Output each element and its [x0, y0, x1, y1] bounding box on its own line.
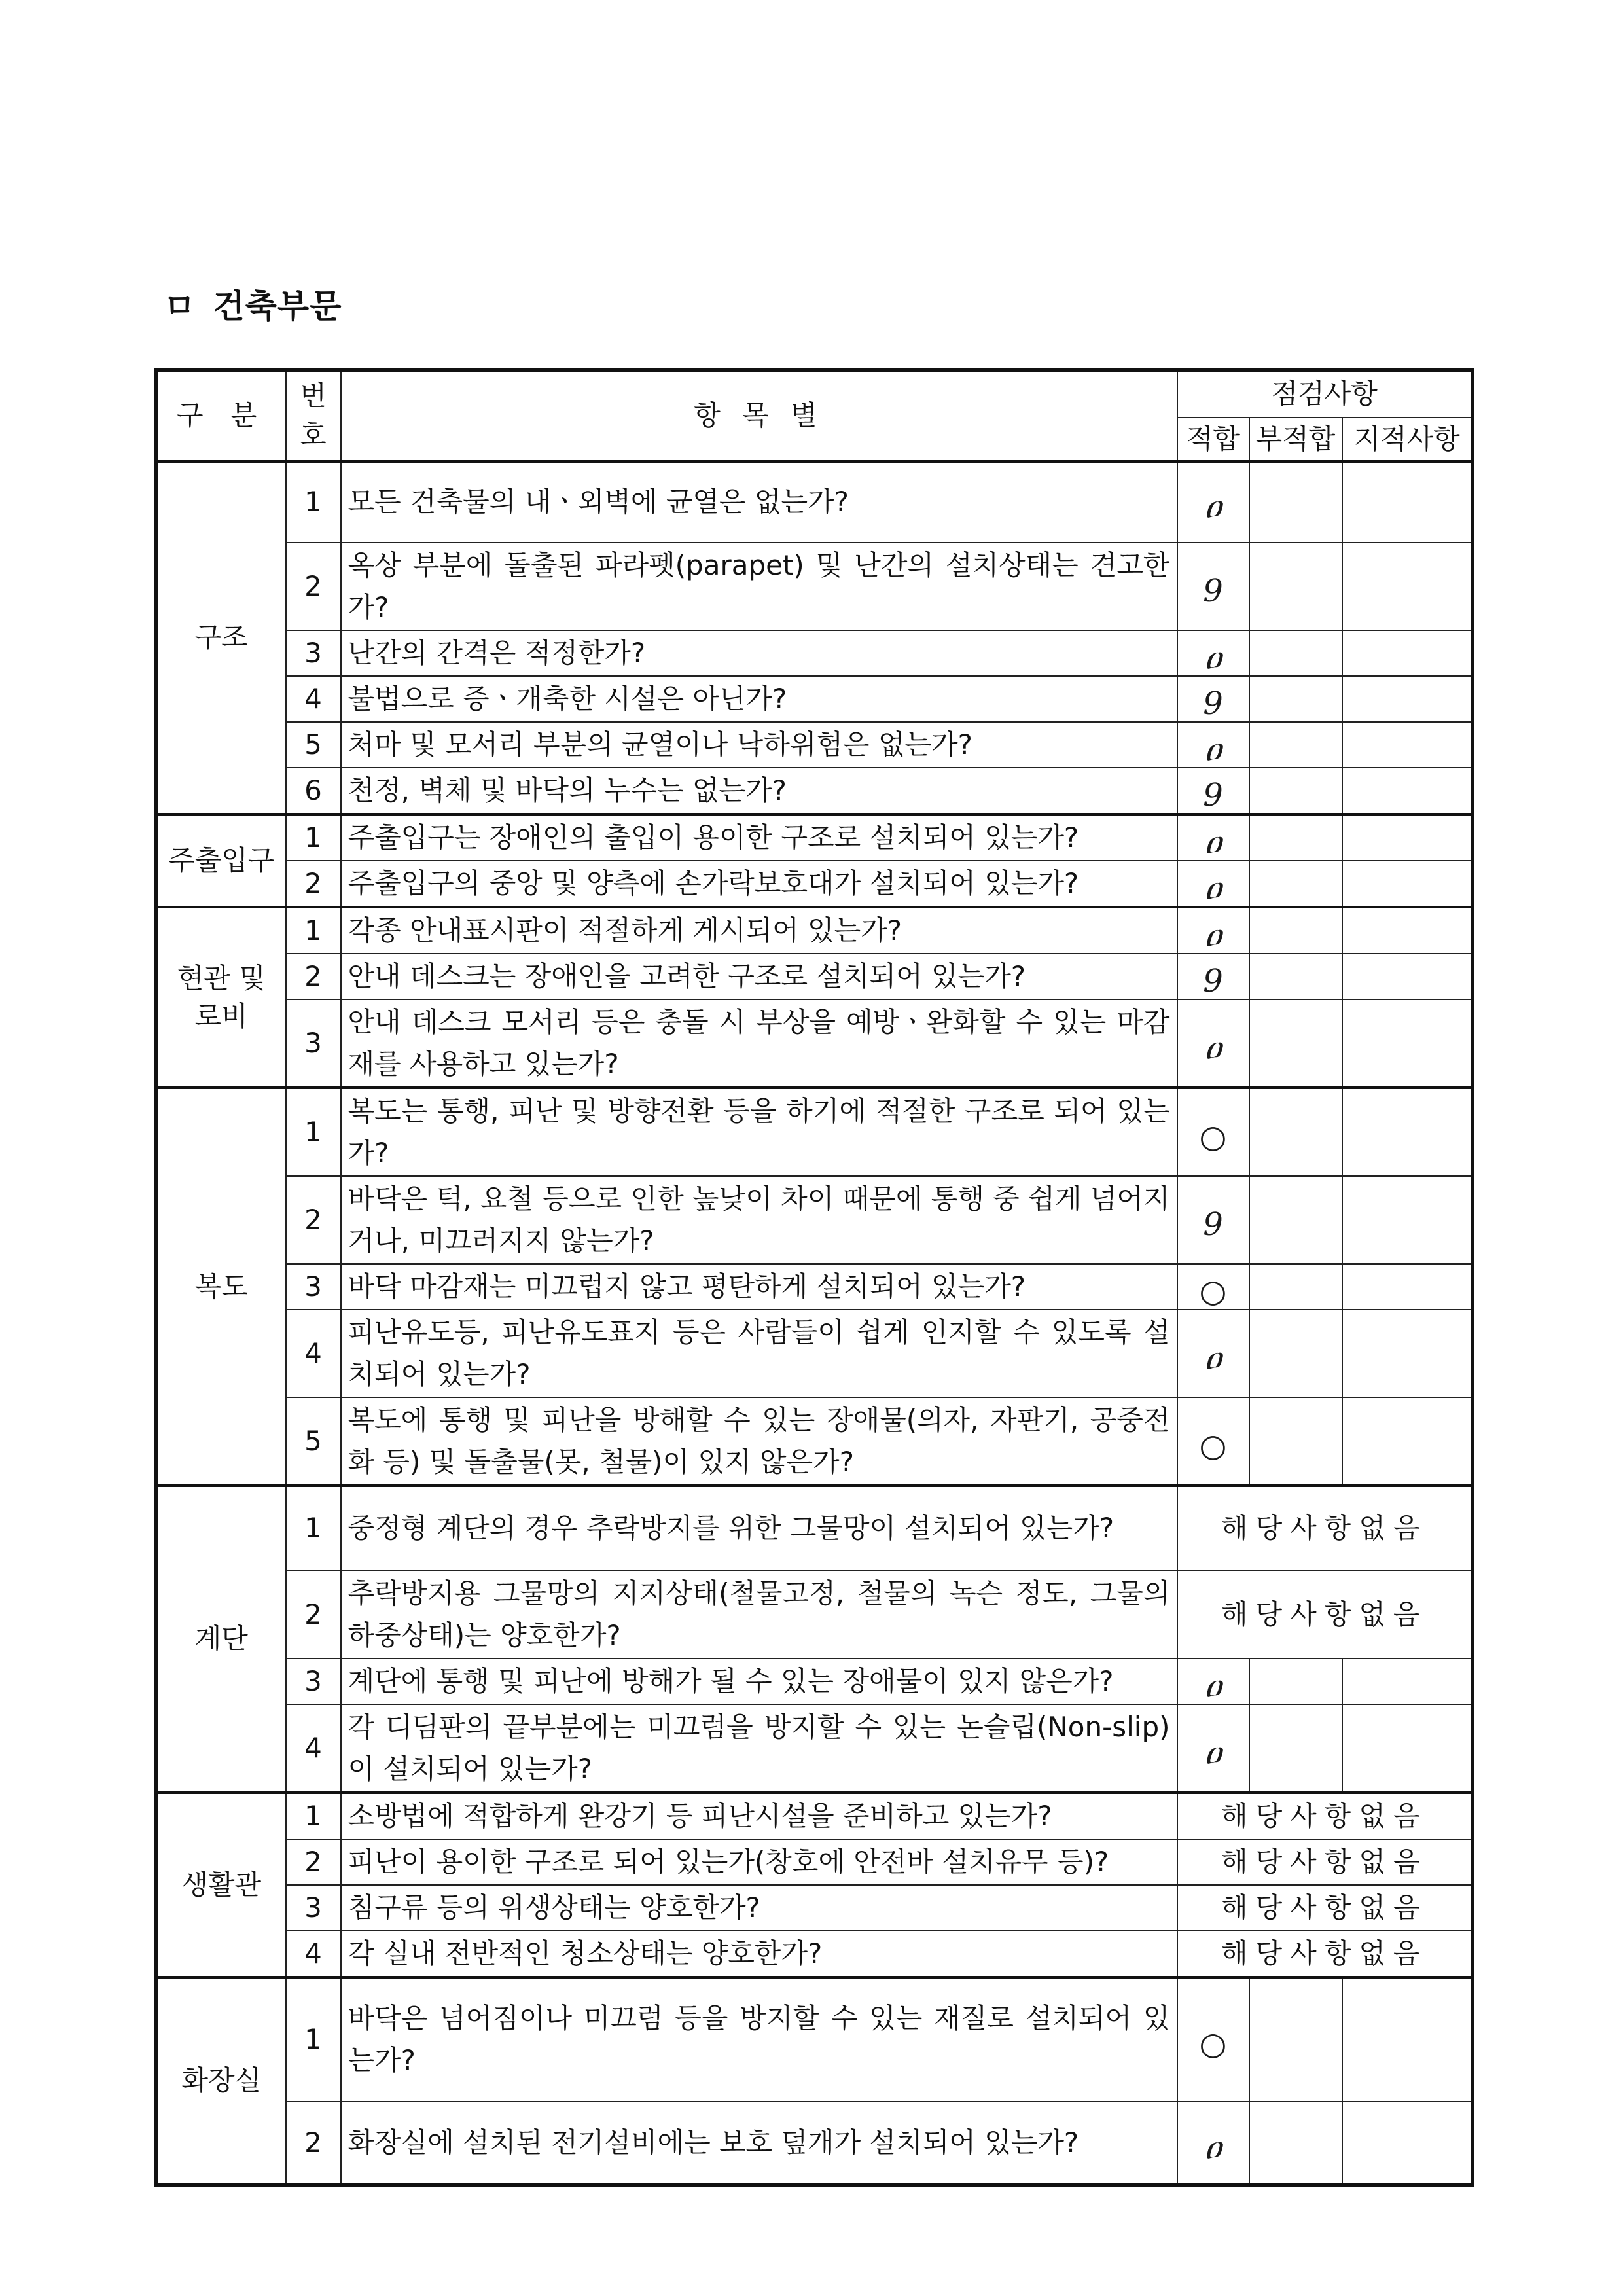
row-number: 3	[286, 1264, 341, 1310]
table-row	[156, 1839, 1473, 1885]
header-number-line2: 호	[300, 419, 327, 452]
header-col-notes: 지적사항	[1342, 418, 1473, 461]
item-text: 피난이 용이한 구조로 되어 있는가(창호에 안전바 설치유무 등)?	[341, 1839, 1177, 1885]
header-category: 구 분	[156, 370, 286, 461]
ok-cell	[1177, 1397, 1249, 1486]
table-row	[156, 768, 1473, 814]
ok-cell	[1177, 1659, 1249, 1704]
category-cell: 현관 및 로비	[156, 907, 286, 1088]
ok-cell	[1177, 543, 1249, 630]
table-row	[156, 1397, 1473, 1486]
handwritten-check-mark: 9	[1203, 572, 1223, 609]
item-text: 옥상 부분에 돌출된 파라펫(parapet) 및 난간의 설치상태는 견고한가?	[341, 543, 1177, 630]
ok-cell	[1177, 861, 1249, 907]
table-row	[156, 814, 1473, 861]
table-row	[156, 1931, 1473, 1977]
notes-cell	[1342, 768, 1473, 814]
handwritten-check-mark: ዐ	[1204, 869, 1222, 906]
header-col-ok: 적합	[1177, 418, 1249, 461]
notes-cell	[1342, 676, 1473, 722]
notes-cell	[1342, 907, 1473, 954]
handwritten-check-mark: ዐ	[1204, 730, 1222, 768]
row-number: 2	[286, 543, 341, 630]
header-item: 항 목 별	[341, 370, 1177, 461]
table-row	[156, 722, 1473, 768]
row-number: 2	[286, 861, 341, 907]
handwritten-check-mark: 9	[1203, 685, 1223, 722]
not-ok-cell	[1249, 1659, 1342, 1704]
item-text: 각종 안내표시판이 적절하게 게시되어 있는가?	[341, 907, 1177, 954]
notes-cell	[1342, 954, 1473, 999]
item-text: 화장실에 설치된 전기설비에는 보호 덮개가 설치되어 있는가?	[341, 2102, 1177, 2185]
not-ok-cell	[1249, 2102, 1342, 2185]
item-text: 피난유도등, 피난유도표지 등은 사람들이 쉽게 인지할 수 있도록 설치되어 있는가?	[341, 1310, 1177, 1397]
notes-cell	[1342, 1977, 1473, 2102]
table-row	[156, 461, 1473, 543]
table-row	[156, 999, 1473, 1088]
row-number: 2	[286, 954, 341, 999]
header-number-line1: 번	[300, 380, 327, 412]
item-text: 계단에 통행 및 피난에 방해가 될 수 있는 장애물이 있지 않은가?	[341, 1659, 1177, 1704]
row-number: 3	[286, 630, 341, 676]
row-number: 2	[286, 1176, 341, 1264]
handwritten-check-mark: ዐ	[1204, 639, 1222, 676]
row-number: 1	[286, 1088, 341, 1176]
item-text: 천정, 벽체 및 바닥의 누수는 없는가?	[341, 768, 1177, 814]
not-ok-cell	[1249, 543, 1342, 630]
table-row	[156, 543, 1473, 630]
table-row	[156, 1571, 1473, 1659]
not-applicable-cell: 해당사항없음	[1177, 1571, 1473, 1659]
handwritten-check-mark: 9	[1203, 1206, 1223, 1243]
ok-cell	[1177, 1176, 1249, 1264]
item-text: 안내 데스크 모서리 등은 충돌 시 부상을 예방ㆍ완화할 수 있는 마감재를 사용하고 있는가?	[341, 999, 1177, 1088]
row-number: 4	[286, 1704, 341, 1793]
not-ok-cell	[1249, 954, 1342, 999]
ok-cell	[1177, 814, 1249, 861]
handwritten-check-mark: ዐ	[1204, 823, 1222, 861]
ok-cell	[1177, 954, 1249, 999]
not-ok-cell	[1249, 630, 1342, 676]
table-row	[156, 676, 1473, 722]
row-number: 6	[286, 768, 341, 814]
item-text: 난간의 간격은 적정한가?	[341, 630, 1177, 676]
header-col-not-ok: 부적합	[1249, 418, 1342, 461]
notes-cell	[1342, 861, 1473, 907]
not-applicable-cell: 해당사항없음	[1177, 1793, 1473, 1839]
row-number: 2	[286, 1839, 341, 1885]
handwritten-check-mark: ዐ	[1204, 488, 1222, 525]
table-row	[156, 954, 1473, 999]
row-number: 4	[286, 676, 341, 722]
not-applicable-cell: 해당사항없음	[1177, 1839, 1473, 1885]
row-number: 1	[286, 1486, 341, 1571]
handwritten-check-mark: 9	[1203, 962, 1223, 999]
table-row	[156, 907, 1473, 954]
handwritten-check-mark: ○	[1199, 1272, 1227, 1310]
table-row	[156, 2102, 1473, 2185]
row-number: 2	[286, 1571, 341, 1659]
item-text: 불법으로 증ㆍ개축한 시설은 아닌가?	[341, 676, 1177, 722]
row-number: 1	[286, 1793, 341, 1839]
handwritten-check-mark: ዐ	[1204, 916, 1222, 954]
header-number	[286, 370, 341, 461]
table-row	[156, 1088, 1473, 1176]
ok-cell	[1177, 461, 1249, 543]
notes-cell	[1342, 1704, 1473, 1793]
table-row	[156, 1885, 1473, 1931]
notes-cell	[1342, 1310, 1473, 1397]
not-ok-cell	[1249, 907, 1342, 954]
not-ok-cell	[1249, 1310, 1342, 1397]
notes-cell	[1342, 1176, 1473, 1264]
table-row	[156, 630, 1473, 676]
ok-cell	[1177, 1704, 1249, 1793]
notes-cell	[1342, 461, 1473, 543]
ok-cell	[1177, 768, 1249, 814]
ok-cell	[1177, 630, 1249, 676]
category-cell: 생활관	[156, 1793, 286, 1977]
not-ok-cell	[1249, 1977, 1342, 2102]
notes-cell	[1342, 630, 1473, 676]
item-text: 안내 데스크는 장애인을 고려한 구조로 설치되어 있는가?	[341, 954, 1177, 999]
row-number: 2	[286, 2102, 341, 2185]
row-number: 1	[286, 1977, 341, 2102]
ok-cell	[1177, 722, 1249, 768]
row-number: 3	[286, 999, 341, 1088]
handwritten-check-mark: ዐ	[1204, 1029, 1222, 1066]
not-ok-cell	[1249, 768, 1342, 814]
header-check-group: 점검사항	[1177, 370, 1473, 418]
item-text: 각 실내 전반적인 청소상태는 양호한가?	[341, 1931, 1177, 1977]
not-ok-cell	[1249, 461, 1342, 543]
item-text: 처마 및 모서리 부분의 균열이나 낙하위험은 없는가?	[341, 722, 1177, 768]
handwritten-check-mark: ○	[1199, 1118, 1227, 1155]
table-row	[156, 1659, 1473, 1704]
notes-cell	[1342, 814, 1473, 861]
ok-cell	[1177, 1264, 1249, 1310]
handwritten-check-mark: 9	[1203, 776, 1223, 814]
handwritten-check-mark: ዐ	[1204, 1734, 1222, 1771]
notes-cell	[1342, 1264, 1473, 1310]
notes-cell	[1342, 543, 1473, 630]
handwritten-check-mark: ○	[1199, 2026, 1227, 2062]
item-text: 복도는 통행, 피난 및 방향전환 등을 하기에 적절한 구조로 되어 있는가?	[341, 1088, 1177, 1176]
item-text: 소방법에 적합하게 완강기 등 피난시설을 준비하고 있는가?	[341, 1793, 1177, 1839]
section-title	[164, 280, 342, 327]
item-text: 주출입구는 장애인의 출입이 용이한 구조로 설치되어 있는가?	[341, 814, 1177, 861]
category-cell: 주출입구	[156, 814, 286, 907]
item-text: 주출입구의 중앙 및 양측에 손가락보호대가 설치되어 있는가?	[341, 861, 1177, 907]
row-number: 4	[286, 1310, 341, 1397]
item-text: 바닥 마감재는 미끄럽지 않고 평탄하게 설치되어 있는가?	[341, 1264, 1177, 1310]
ok-cell	[1177, 676, 1249, 722]
row-number: 4	[286, 1931, 341, 1977]
table-row	[156, 1486, 1473, 1571]
row-number: 5	[286, 722, 341, 768]
item-text: 바닥은 턱, 요철 등으로 인한 높낮이 차이 때문에 통행 중 쉽게 넘어지거나, 미끄러지지 않는가?	[341, 1176, 1177, 1264]
row-number: 1	[286, 907, 341, 954]
table-row	[156, 1977, 1473, 2102]
ok-cell	[1177, 1310, 1249, 1397]
not-ok-cell	[1249, 999, 1342, 1088]
section-title-text: 건축부문	[213, 287, 342, 325]
category-cell: 구조	[156, 461, 286, 814]
table-row	[156, 1176, 1473, 1264]
not-applicable-cell: 해당사항없음	[1177, 1885, 1473, 1931]
not-ok-cell	[1249, 1397, 1342, 1486]
notes-cell	[1342, 722, 1473, 768]
table-row	[156, 1310, 1473, 1397]
category-cell: 화장실	[156, 1977, 286, 2185]
handwritten-check-mark: ዐ	[1204, 1667, 1222, 1704]
row-number: 3	[286, 1885, 341, 1931]
ok-cell	[1177, 1977, 1249, 2102]
inspection-table	[154, 368, 1474, 2187]
row-number: 1	[286, 814, 341, 861]
square-bullet-icon: ㅁ	[164, 287, 196, 325]
not-ok-cell	[1249, 1088, 1342, 1176]
item-text: 복도에 통행 및 피난을 방해할 수 있는 장애물(의자, 자판기, 공중전화 등) 및 돌출물(못, 철물)이 있지 않은가?	[341, 1397, 1177, 1486]
ok-cell	[1177, 999, 1249, 1088]
ok-cell	[1177, 907, 1249, 954]
notes-cell	[1342, 999, 1473, 1088]
item-text: 각 디딤판의 끝부분에는 미끄럼을 방지할 수 있는 논슬립(Non-slip)이 설치되어 있는가?	[341, 1704, 1177, 1793]
category-cell: 복도	[156, 1088, 286, 1486]
notes-cell	[1342, 1397, 1473, 1486]
not-applicable-cell: 해당사항없음	[1177, 1486, 1473, 1571]
row-number: 3	[286, 1659, 341, 1704]
notes-cell	[1342, 2102, 1473, 2185]
handwritten-check-mark: ○	[1199, 1427, 1227, 1464]
ok-cell	[1177, 1088, 1249, 1176]
row-number: 5	[286, 1397, 341, 1486]
table-row	[156, 1704, 1473, 1793]
ok-cell	[1177, 2102, 1249, 2185]
notes-cell	[1342, 1088, 1473, 1176]
not-ok-cell	[1249, 861, 1342, 907]
handwritten-check-mark: ዐ	[1204, 2128, 1222, 2166]
handwritten-check-mark: ዐ	[1204, 1339, 1222, 1376]
item-text: 중정형 계단의 경우 추락방지를 위한 그물망이 설치되어 있는가?	[341, 1486, 1177, 1571]
table-row	[156, 1264, 1473, 1310]
table-row	[156, 861, 1473, 907]
item-text: 바닥은 넘어짐이나 미끄럼 등을 방지할 수 있는 재질로 설치되어 있는가?	[341, 1977, 1177, 2102]
item-text: 모든 건축물의 내ㆍ외벽에 균열은 없는가?	[341, 461, 1177, 543]
not-ok-cell	[1249, 1176, 1342, 1264]
not-ok-cell	[1249, 1704, 1342, 1793]
not-ok-cell	[1249, 1264, 1342, 1310]
item-text: 추락방지용 그물망의 지지상태(철물고정, 철물의 녹슨 정도, 그물의 하중상태)는 양호한가?	[341, 1571, 1177, 1659]
category-cell: 계단	[156, 1486, 286, 1793]
row-number: 1	[286, 461, 341, 543]
not-ok-cell	[1249, 722, 1342, 768]
notes-cell	[1342, 1659, 1473, 1704]
table-row	[156, 1793, 1473, 1839]
not-ok-cell	[1249, 814, 1342, 861]
not-applicable-cell: 해당사항없음	[1177, 1931, 1473, 1977]
not-ok-cell	[1249, 676, 1342, 722]
item-text: 침구류 등의 위생상태는 양호한가?	[341, 1885, 1177, 1931]
